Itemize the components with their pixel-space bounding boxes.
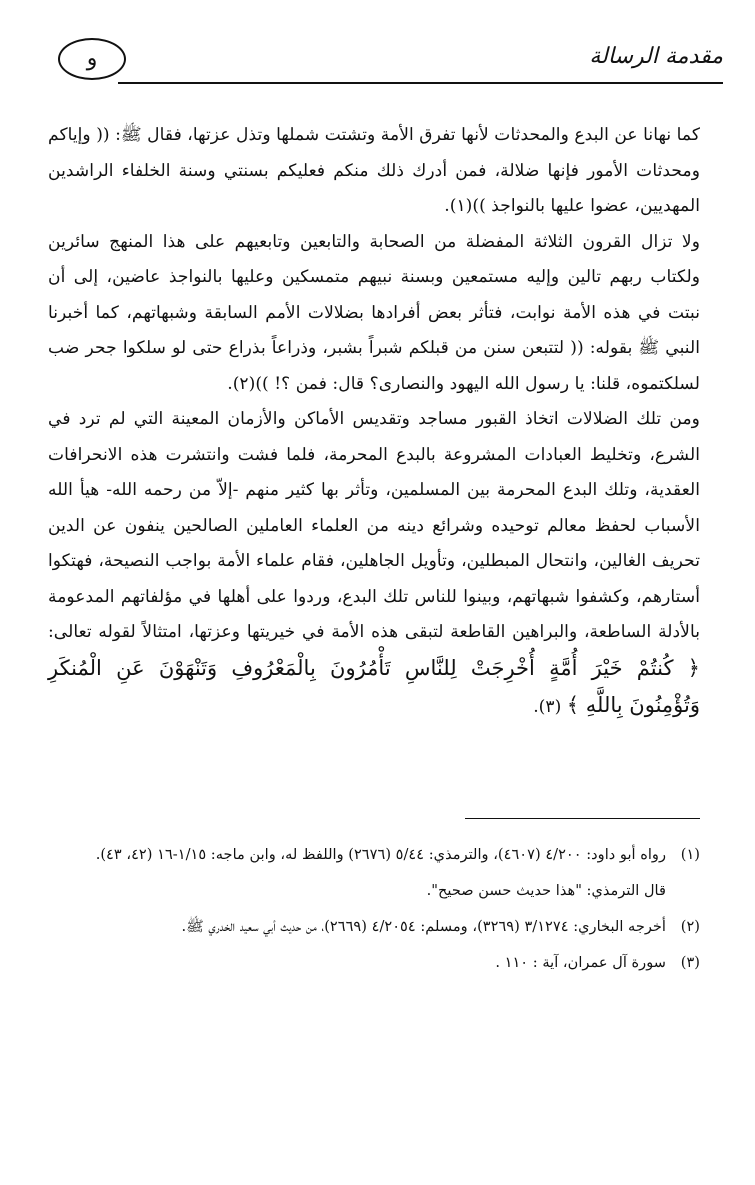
paragraph-1: كما نهانا عن البدع والمحدثات لأنها تفرق الأمة وتشتت شملها وتذل عزتها، فقال ﷺ: (( وإياكم ومحدثات الأمور فإنها ضلالة، فمن أدرك ذلك منكم فعليكم بسنتي وسنة الخلفاء الراشدين المهديين، عضوا عليها بالنواجذ ))(١). [48, 125, 700, 216]
footnote-2-number: (٢) [680, 918, 700, 935]
paragraph-3-text: ومن تلك الضلالات اتخاذ القبور مساجد وتقديس الأماكن والأزمان المعينة التي لم ترد في الشرع، وتخليط العبادات المشروعة بالبدع المحرمة، فلما فشت وانتشرت هذه الانحرافات العقدية، وتلك البدع المحرمة بين المسلمين، وتأثر بها كثير منهم -إلاّ من رحمه الله- هيأ الله الأسباب لحفظ معالم توحيده وشرائع دينه من العلماء العاملين الصالحين ينفون عن الدين تحريف الغالين، وانتحال المبطلين، وتأويل الجاهلين، فقام علماء الأمة بواجب النصيحة، فهتكوا أستارهم، وكشفوا شبهاتهم، وبينوا للناس تلك البدع، وردوا على أهلها في مؤلفاتهم المدعومة بالأدلة الساطعة، والبراهين القاطعة لتبقى هذه الأمة في خيريتها وعزتها، امتثالاً لقوله تعالى: [48, 409, 700, 642]
paragraph-3 [48, 402, 700, 726]
footnote-divider [465, 818, 700, 819]
footnote-2-text: أخرجه البخاري: ٣/١٢٧٤ (٣٢٦٩)، ومسلم: ٤/٢٠٥٤ (٢٦٦٩)، من حديث أبي سعيد الخدري ﷺ. [181, 918, 666, 935]
footnote-3-text: سورة آل عمران، آية : ١١٠ . [495, 954, 666, 971]
footnote-1-note: قال الترمذي: "هذا حديث حسن صحيح". [426, 882, 666, 899]
footnote-1 [48, 840, 700, 870]
footnote-1-number: (١) [680, 846, 700, 863]
paragraph-2: ولا تزال القرون الثلاثة المفضلة من الصحابة والتابعين وتابعيهم على هذا المنهج سائرين ولكتاب ربهم تالين وإليه مستمعين وبسنة نبيهم متمسكين وعليها بالنواجذ عاضين، إلى أن نبتت في هذه الأمة نوابت، فتأثر بعض أفرادها بضلالات الأمم السابقة وشبهاتهم، كما أخبرنا النبي ﷺ بقوله: (( لتتبعن سنن من قبلكم شبراً بشبر، وذراعاً بذراع حتى لو سلكوا جحر ضب لسلكتموه، قلنا: يا رسول الله اليهود والنصارى؟ قال: فمن ؟! ))(٢). [48, 231, 700, 394]
running-title: مقدمة الرسالة [589, 44, 723, 69]
page-number [58, 38, 126, 80]
footnote-3-number: (٣) [680, 954, 700, 971]
footnote-3 [48, 948, 700, 978]
quran-footnote-ref: (٣). [533, 697, 562, 717]
quran-verse: ﴿ كُنتُمْ خَيْرَ أُمَّةٍ أُخْرِجَتْ لِلنَّاسِ تَأْمُرُونَ بِالْمَعْرُوفِ وَتَنْهَوْنَ عَنِ الْمُنكَرِ وَتُؤْمِنُونَ بِاللَّهِ ﴾ [48, 655, 700, 717]
page-number-text: و [86, 46, 98, 71]
footnote-2 [48, 912, 700, 942]
footnotes [48, 840, 700, 984]
main-text [48, 118, 700, 726]
footnote-1-text: رواه أبو داود: ٤/٢٠٠ (٤٦٠٧)، والترمذي: ٥/٤٤ (٢٦٧٦) واللفظ له، وابن ماجه: ١/١٥-١٦ (٤٢، ٤٣). [95, 846, 666, 863]
page-header [58, 30, 723, 90]
header-divider [118, 82, 723, 84]
